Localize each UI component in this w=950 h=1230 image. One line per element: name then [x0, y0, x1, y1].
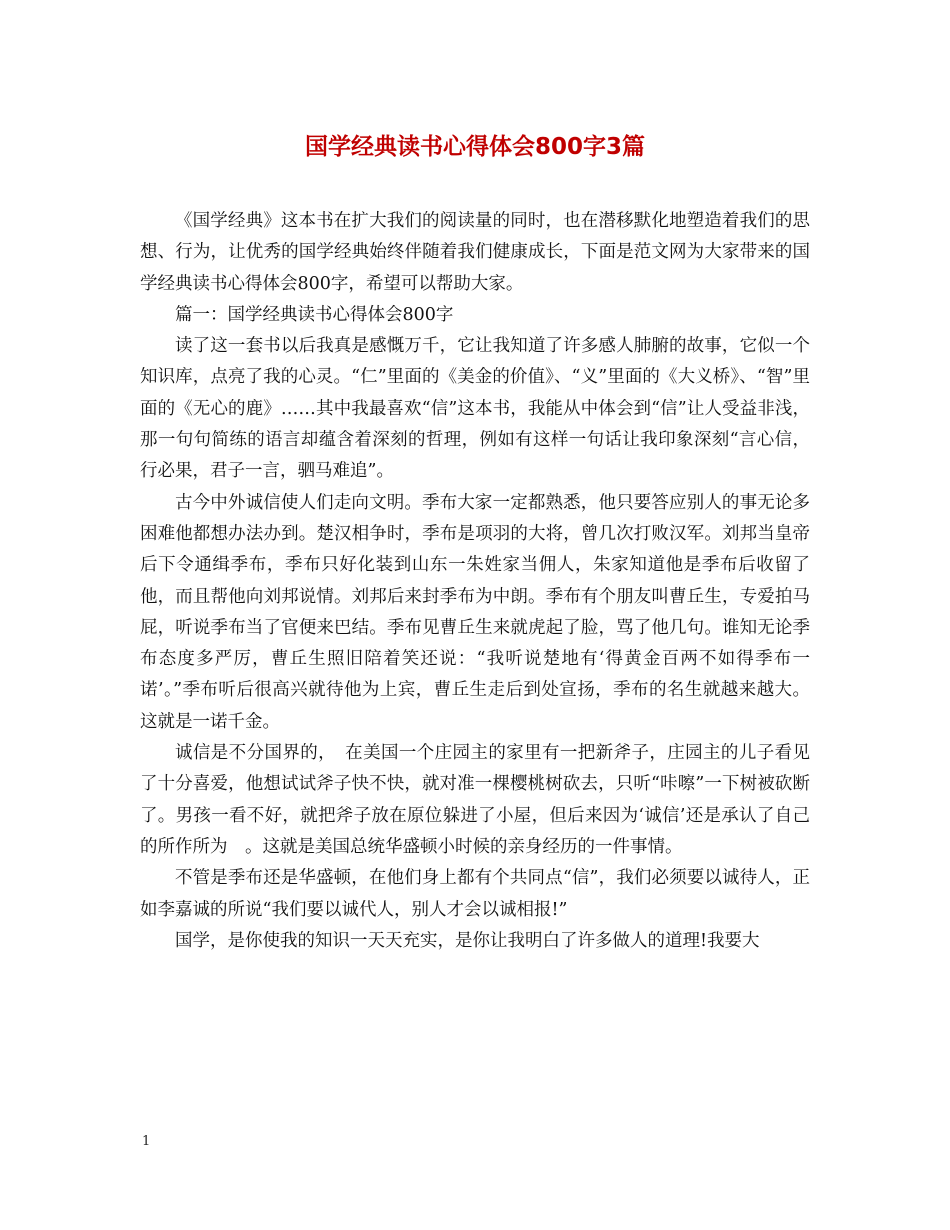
page-number: 1 [142, 1134, 151, 1149]
paragraph-common-point: 不管是季布还是华盛顿，在他们身上都有个共同点“信”，我们必须要以诚待人，正如李嘉诚的所说“我们要以诚代人，别人才会以诚相报!” [140, 868, 810, 920]
paragraph-intro: 《国学经典》这本书在扩大我们的阅读量的同时，也在潜移默化地塑造着我们的思想、行为，让优秀的国学经典始终伴随着我们健康成长，下面是范文网为大家带来的国学经典读书心得体会800字，希望可以帮助大家。 [140, 211, 810, 294]
document-title: 国学经典读书心得体会800字3篇 [304, 134, 645, 160]
paragraph-jibu-story: 古今中外诚信使人们走向文明。季布大家一定都熟悉，他只要答应别人的事无论多困难他都想办法办到。楚汉相争时，季布是项羽的大将，曾几次打败汉军。刘邦当皇帝后下令通缉季布，季布只好化装到山东一朱姓家当佣人，朱家知道他是季布后收留了他，而且帮他向刘邦说情。刘邦后来封季布为中朗。季布有个朋友叫曹丘生，专爱拍马屁，听说季布当了官便来巴结。季布见曹丘生来就虎起了脸，骂了他几句。谁知无论季布态度多严厉，曹丘生照旧陪着笑还说：“我听说楚地有‘得黄金百两不如得季布一诺’。”季布听后很高兴就待他为上宾，曹丘生走后到处宣扬，季布的名生就越来越大。这就是一诺千金。 [140, 492, 810, 732]
paragraph-conclusion: 国学，是你使我的知识一天天充实，是你让我明白了许多做人的道理!我要大 [175, 930, 760, 951]
paragraph-reflection: 读了这一套书以后我真是感慨万千，它让我知道了许多感人肺腑的故事，它似一个知识库，点亮了我的心灵。“仁”里面的《美金的价值》、“义”里面的《大义桥》、“智”里面的《无心的鹿》……其中我最喜欢“信”这本书，我能从中体会到“信”让人受益非浅，那一句句简练的语言却蕴含着深刻的哲理，例如有这样一句话让我印象深刻“言心信，行必果，君子一言，驷马难追”。 [140, 336, 810, 482]
paragraph-washington-story: 诚信是不分国界的， 在美国一个庄园主的家里有一把新斧子，庄园主的儿子看见了十分喜爱，他想试试斧子快不快，就对准一棵樱桃树砍去，只听“咔嚓”一下树被砍断了。男孩一看不好，就把斧子放在原位躲进了小屋，但后来因为‘诚信’还是承认了自己的所作所为 。这就是美国总统华盛顿小时候的亲身经历的一件事情。 [140, 743, 810, 857]
paragraph-section-heading: 篇一：国学经典读书心得体会800字 [175, 304, 454, 325]
document-body [140, 206, 810, 957]
